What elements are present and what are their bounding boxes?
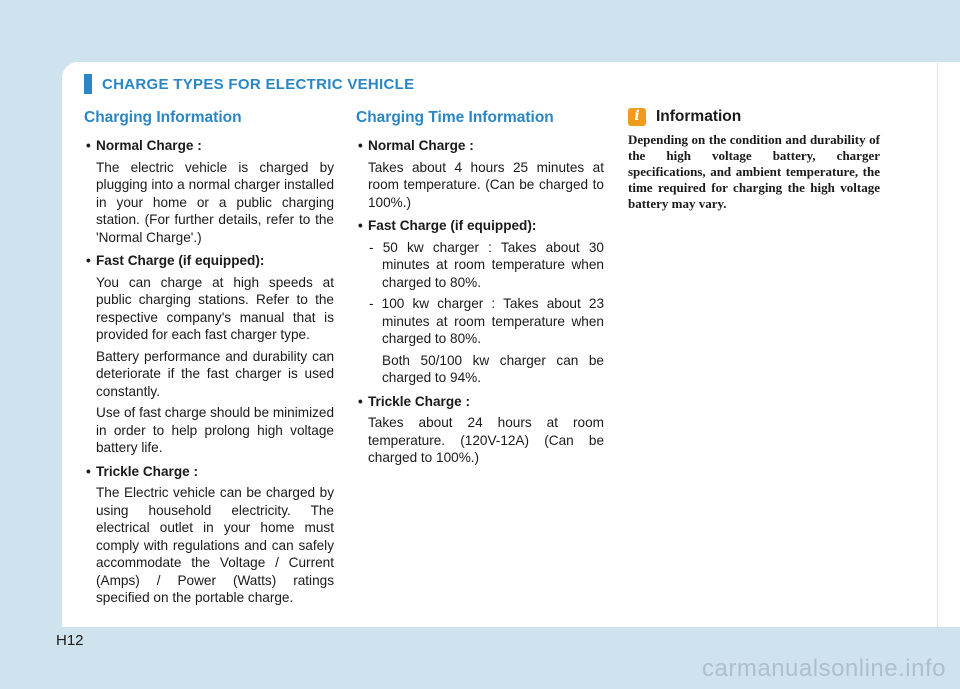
fast-charge-text-3: Use of fast charge should be minimized in order to help prolong high voltage battery life. [96, 405, 335, 455]
watermark: carmanualsonline.info [702, 655, 946, 682]
right-margin-line [937, 62, 938, 627]
trickle-charge-heading: • Trickle Charge : [84, 463, 334, 481]
normal-charge-text: The electric vehicle is charged by plugging into a normal charger installed in your home or a public charging station. (For further details, refer to the 'Normal Charge'.) [96, 159, 334, 245]
header-accent-bar [84, 74, 92, 94]
information-title: Information [656, 108, 742, 126]
fast-charge-text-1: You can charge at high speeds at public charging stations. Refer to the respective company's manual that is provided for each fast charger type. [96, 274, 334, 342]
fast-both-text: Both 50/100 kw charger can be charged to 94%. [382, 352, 604, 385]
normal-charge-heading: • Normal Charge : [84, 137, 334, 155]
page-number: H12 [56, 632, 84, 649]
fast-100kw-text: - 100 kw charger : Takes about 23 minutes at room temperature when charged to 80%. [369, 296, 604, 346]
time-normal-charge-text: Takes about 4 hours 25 minutes at room temperature. (Can be charged to 100%.) [368, 159, 604, 210]
header-title: CHARGE TYPES FOR ELECTRIC VEHICLE [102, 75, 415, 93]
fast-charge-heading: • Fast Charge (if equipped): [84, 252, 334, 270]
information-column [628, 108, 880, 212]
section-header [84, 74, 414, 94]
fast-charge-text-2: Battery performance and durability can deteriorate if the fast charger is used constantly. [96, 348, 334, 399]
charging-time-title: Charging Time Information [356, 109, 554, 126]
trickle-charge-text: The Electric vehicle can be charged by using household electricity. The electrical outlet in your home must comply with regulations and can safely accommodate the Voltage / Current (Amps) / Power (Watts) ratings specified on the portable charge. [96, 485, 334, 605]
fast-50kw-text: - 50 kw charger : Takes about 30 minutes at room temperature when charged to 80%. [369, 239, 604, 290]
charging-information-column [84, 108, 334, 607]
time-normal-charge-heading: • Normal Charge : [356, 137, 604, 155]
info-icon: i [628, 108, 646, 126]
information-header [628, 108, 880, 126]
information-text: Depending on the condition and durability of the high voltage battery, charger specifications, and ambient temperature, the time required for charging the high voltage battery may vary. [628, 132, 880, 211]
time-trickle-charge-heading: • Trickle Charge : [356, 393, 604, 411]
time-trickle-charge-text: Takes about 24 hours at room temperature. (120V-12A) (Can be charged to 100%.) [368, 415, 604, 465]
time-fast-charge-heading: • Fast Charge (if equipped): [356, 217, 604, 235]
charging-time-column [356, 108, 604, 467]
charging-information-title: Charging Information [84, 109, 242, 126]
